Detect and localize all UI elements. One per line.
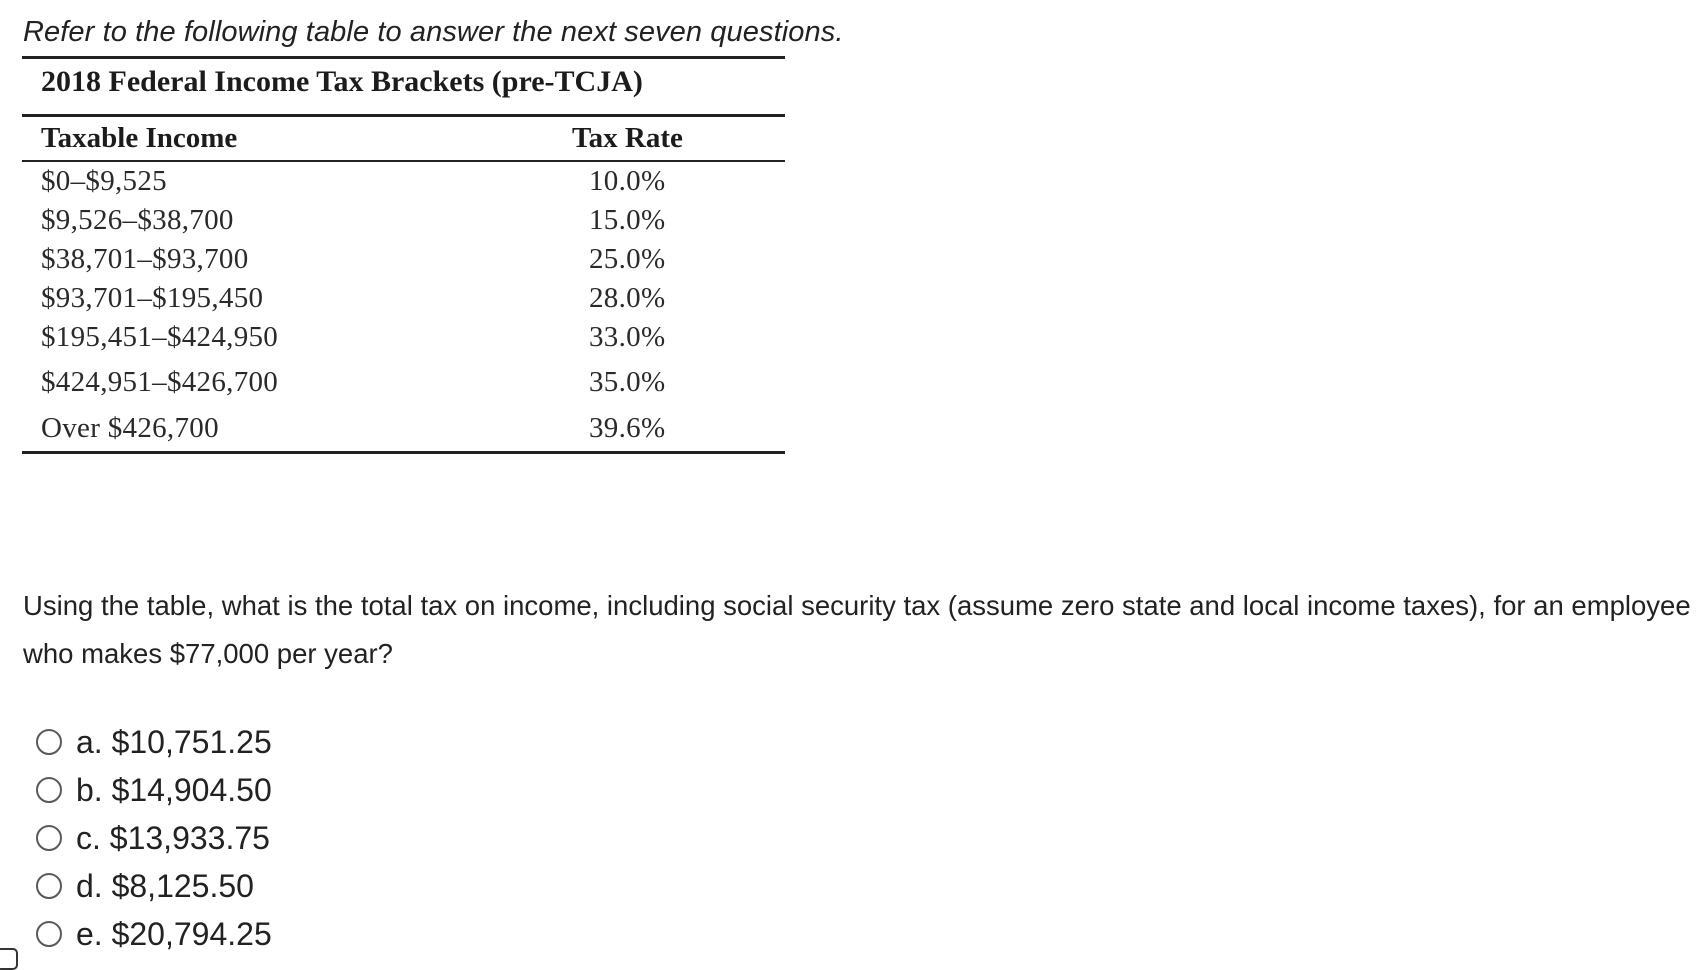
tax-rate-cell: 39.6% [589, 412, 666, 444]
income-range-cell: $424,951–$426,700 [41, 366, 279, 398]
table-row [22, 201, 785, 240]
table-row [22, 162, 785, 201]
tax-rate-cell: 28.0% [589, 282, 666, 314]
tax-rate-cell: 15.0% [589, 204, 666, 236]
tax-bracket-table [22, 56, 785, 454]
answer-label [76, 724, 272, 761]
income-range-cell: $195,451–$424,950 [41, 321, 279, 353]
answer-option-d[interactable] [36, 862, 272, 910]
answer-value: $14,904.50 [111, 771, 272, 808]
table-row [22, 318, 785, 357]
intro-text: Refer to the following table to answer the next seven questions. [23, 16, 844, 48]
answer-option-e[interactable] [36, 910, 272, 958]
header-tax-rate: Tax Rate [572, 122, 683, 154]
answer-letter: e. [76, 915, 103, 952]
answer-value: $10,751.25 [111, 723, 272, 760]
income-range-cell: $38,701–$93,700 [41, 243, 249, 275]
answer-options [36, 718, 272, 958]
answer-value: $8,125.50 [111, 867, 254, 904]
corner-box-icon [0, 948, 18, 970]
answer-letter: b. [76, 771, 103, 808]
answer-label [76, 820, 270, 857]
tax-rate-cell: 35.0% [589, 366, 666, 398]
question-text: Using the table, what is the total tax on income, including social security tax (assume zero state and local income taxes), for an employee who makes $77,000 per year? [23, 590, 1691, 669]
answer-option-b[interactable] [36, 766, 272, 814]
radio-button[interactable] [36, 729, 62, 755]
answer-label [76, 772, 272, 809]
table-header-row [22, 117, 785, 162]
tax-rate-cell: 33.0% [589, 321, 666, 353]
header-taxable-income: Taxable Income [41, 122, 238, 154]
income-range-cell: $9,526–$38,700 [41, 204, 234, 236]
answer-label [76, 916, 272, 953]
table-caption: 2018 Federal Income Tax Brackets (pre-TCJA) [22, 56, 785, 106]
income-range-cell: $0–$9,525 [41, 165, 167, 197]
answer-value: $13,933.75 [109, 819, 270, 856]
tax-rate-cell: 10.0% [589, 165, 666, 197]
table-row [22, 403, 785, 449]
answer-option-c[interactable] [36, 814, 272, 862]
answer-letter: d. [76, 867, 103, 904]
radio-button[interactable] [36, 873, 62, 899]
tax-rate-cell: 25.0% [589, 243, 666, 275]
radio-button[interactable] [36, 825, 62, 851]
answer-letter: c. [76, 819, 101, 856]
income-range-cell: $93,701–$195,450 [41, 282, 264, 314]
income-range-cell: Over $426,700 [41, 412, 219, 444]
table-row [22, 357, 785, 403]
table-bottom-rule [22, 451, 785, 454]
answer-letter: a. [76, 723, 103, 760]
table-row [22, 279, 785, 318]
table-row [22, 240, 785, 279]
answer-label [76, 868, 254, 905]
radio-button[interactable] [36, 777, 62, 803]
answer-option-a[interactable] [36, 718, 272, 766]
radio-button[interactable] [36, 921, 62, 947]
answer-value: $20,794.25 [111, 915, 272, 952]
